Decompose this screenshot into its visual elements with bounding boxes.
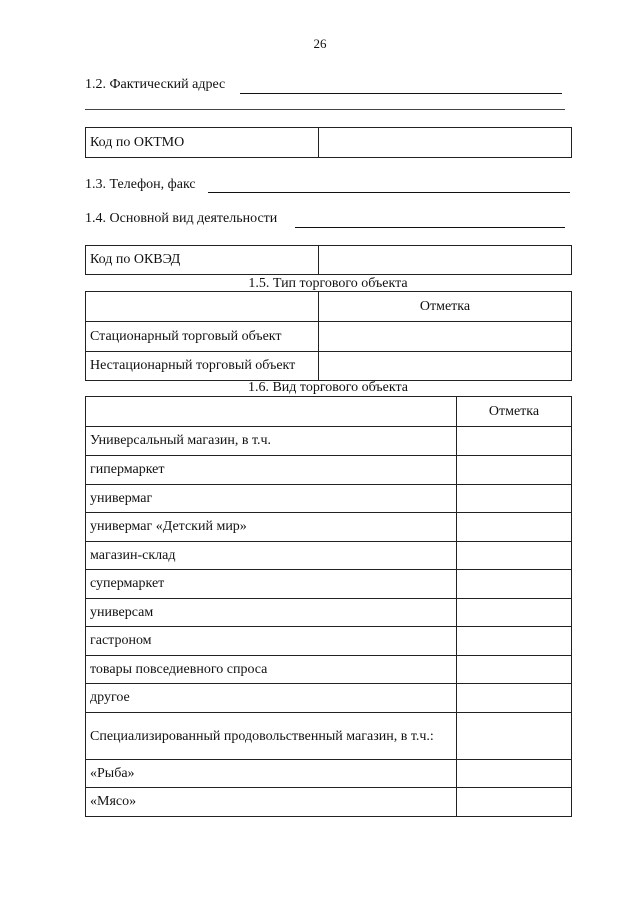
kind-row-label: Специализированный продовольственный магазин, в т.ч.: [86, 713, 457, 760]
type-row-mark-cell[interactable] [319, 352, 572, 381]
table-row [86, 485, 572, 513]
type-row-mark-cell[interactable] [319, 322, 572, 352]
activity-label: 1.4. Основной вид деятельности [85, 211, 278, 226]
table-row [86, 760, 572, 788]
kind-row-label: гипермаркет [86, 456, 457, 485]
table-row [86, 656, 572, 684]
type-header-blank [86, 292, 319, 322]
okved-value-cell[interactable] [319, 246, 572, 275]
table-row [86, 513, 572, 542]
table-row [86, 352, 572, 381]
table-row [86, 427, 572, 456]
table-row [86, 684, 572, 713]
type-row-label: Стационарный торговый объект [86, 322, 319, 352]
kind-table [85, 396, 572, 817]
kind-header-blank [86, 397, 457, 427]
table-row [86, 599, 572, 627]
okved-label: Код по ОКВЭД [86, 246, 319, 275]
activity-input-line[interactable] [295, 227, 565, 228]
kind-row-mark-cell[interactable] [457, 656, 572, 684]
kind-row-mark-cell[interactable] [457, 599, 572, 627]
kind-row-label: товары повседиевного спроса [86, 656, 457, 684]
type-section-title: 1.5. Тип торгового объекта [248, 276, 408, 291]
kind-row-label: «Рыба» [86, 760, 457, 788]
okved-table [85, 245, 572, 275]
phone-input-line[interactable] [208, 192, 570, 193]
kind-row-mark-cell[interactable] [457, 427, 572, 456]
page-number: 26 [313, 36, 327, 51]
kind-row-mark-cell[interactable] [457, 485, 572, 513]
phone-label: 1.3. Телефон, факс [85, 177, 196, 192]
table-row [86, 456, 572, 485]
kind-section-title: 1.6. Вид торгового объекта [247, 380, 409, 395]
kind-row-label: универмаг «Детский мир» [86, 513, 457, 542]
kind-header-mark: Отметка [457, 397, 572, 427]
address-continuation-line[interactable] [85, 109, 565, 110]
table-row [86, 713, 572, 760]
kind-row-mark-cell[interactable] [457, 456, 572, 485]
type-row-label: Нестационарный торговый объект [86, 352, 319, 381]
kind-row-label: универсам [86, 599, 457, 627]
kind-row-mark-cell[interactable] [457, 513, 572, 542]
kind-row-mark-cell[interactable] [457, 788, 572, 817]
type-table [85, 291, 572, 381]
kind-row-label: Универсальный магазин, в т.ч. [86, 427, 457, 456]
address-input-line[interactable] [240, 93, 562, 94]
kind-row-mark-cell[interactable] [457, 760, 572, 788]
kind-row-label: магазин-склад [86, 542, 457, 570]
oktmo-table [85, 127, 572, 158]
kind-row-mark-cell[interactable] [457, 684, 572, 713]
table-row [86, 627, 572, 656]
kind-row-label: «Мясо» [86, 788, 457, 817]
oktmo-label: Код по ОКТМО [86, 128, 319, 158]
kind-row-label: другое [86, 684, 457, 713]
kind-row-mark-cell[interactable] [457, 570, 572, 599]
table-row [86, 570, 572, 599]
kind-row-label: гастроном [86, 627, 457, 656]
kind-row-label: универмаг [86, 485, 457, 513]
kind-row-mark-cell[interactable] [457, 542, 572, 570]
type-header-mark: Отметка [319, 292, 572, 322]
address-label: 1.2. Фактический адрес [85, 77, 226, 92]
table-row [86, 542, 572, 570]
kind-row-mark-cell[interactable] [457, 627, 572, 656]
kind-row-mark-cell[interactable] [457, 713, 572, 760]
table-row [86, 788, 572, 817]
oktmo-value-cell[interactable] [319, 128, 572, 158]
kind-row-label: супермаркет [86, 570, 457, 599]
table-row [86, 322, 572, 352]
